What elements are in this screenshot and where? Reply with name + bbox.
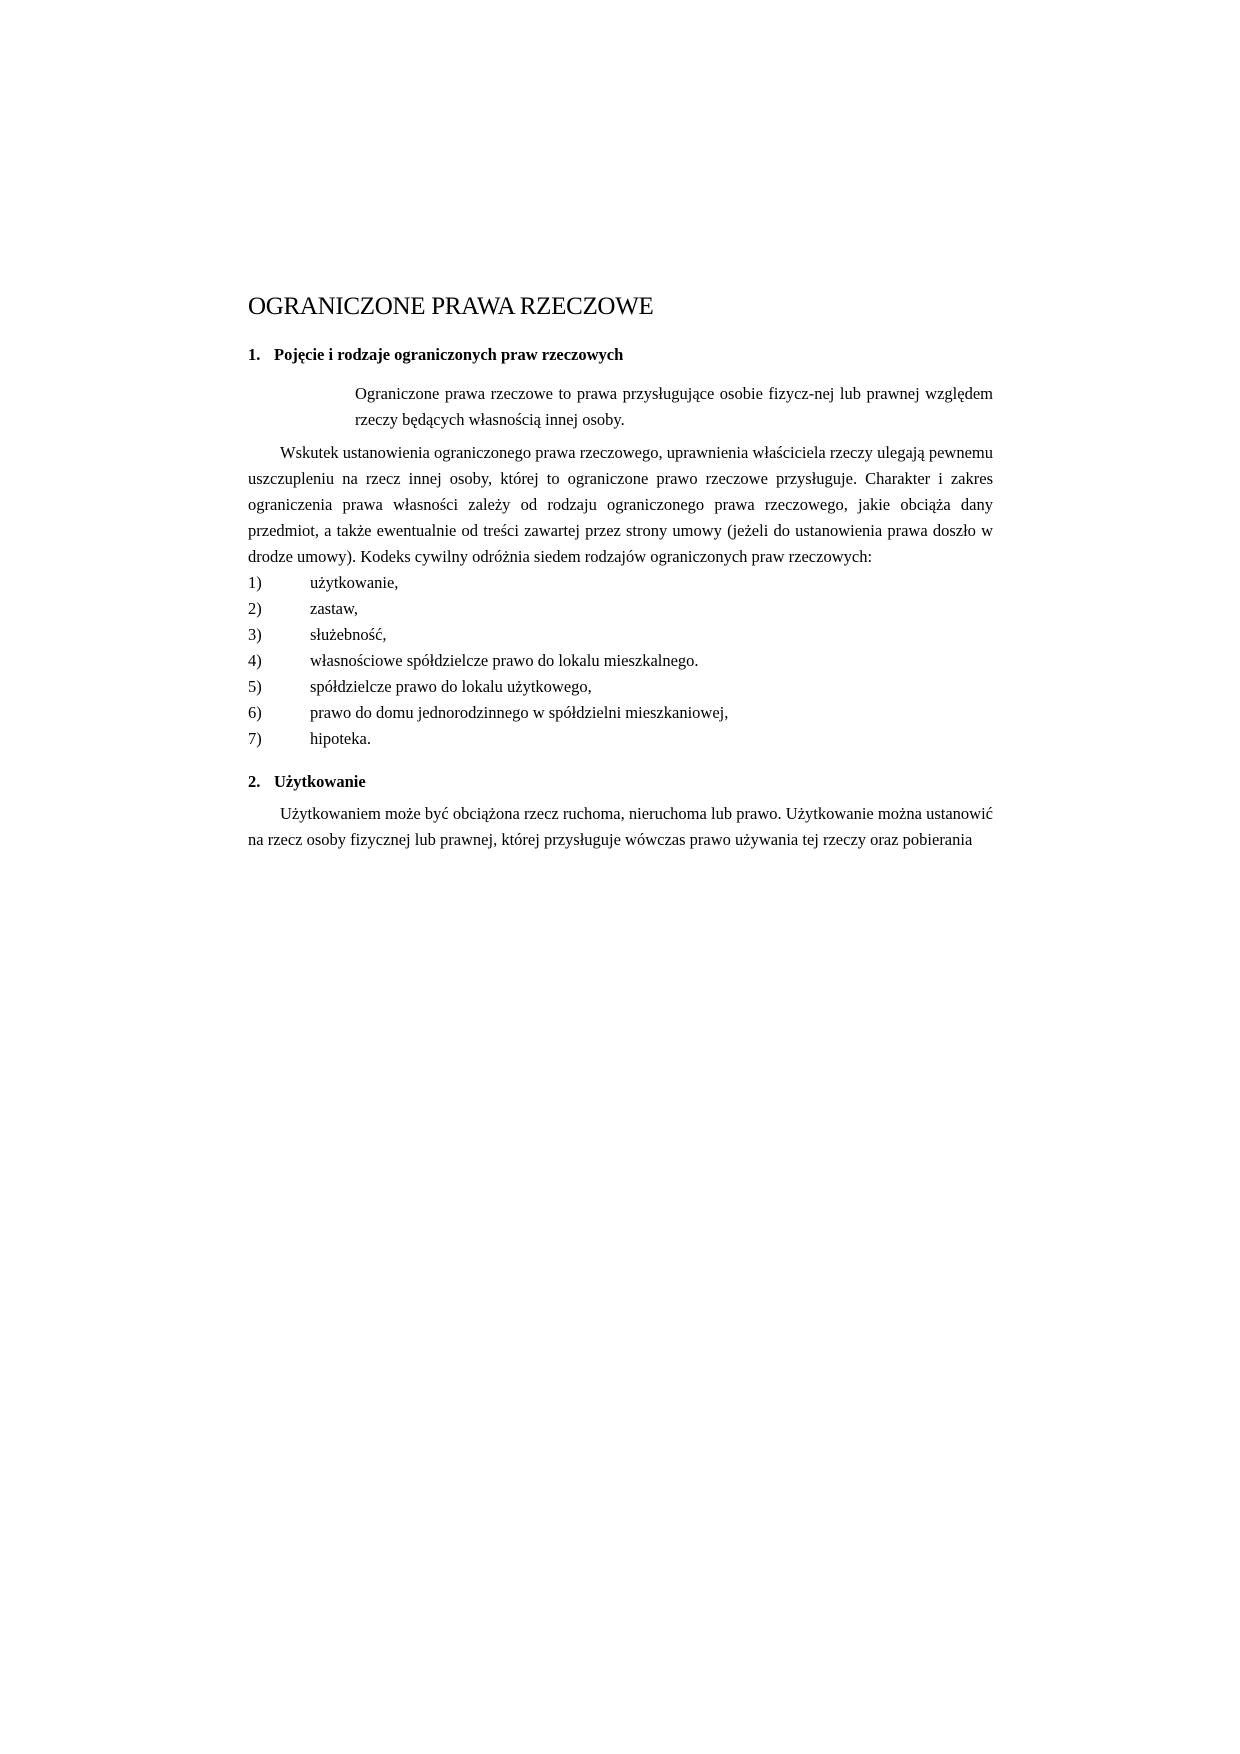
list-item (248, 674, 993, 700)
section-1-title: Pojęcie i rodzaje ograniczonych praw rzeczowych (274, 345, 624, 364)
section-2-number: 2. (248, 772, 261, 791)
list-item (248, 726, 993, 752)
section-1-number: 1. (248, 345, 261, 364)
rights-list (248, 570, 993, 752)
list-item-number: 5) (248, 677, 262, 696)
list-item (248, 700, 993, 726)
list-item-number: 2) (248, 599, 262, 618)
list-item-text: spółdzielcze prawo do lokalu użytkowego, (310, 677, 592, 696)
list-item-text: hipoteka. (310, 729, 371, 748)
definition-paragraph: Ograniczone prawa rzeczowe to prawa przysługujące osobie fizycz-nej lub prawnej względem rzeczy będących własnością innej osoby. (355, 384, 993, 429)
section-2-title: Użytkowanie (274, 772, 366, 791)
list-item (248, 596, 993, 622)
list-item (248, 570, 993, 596)
body-paragraph: Wskutek ustanowienia ograniczonego prawa rzeczowego, uprawnienia właściciela rzeczy ulegają pewnemu uszczupleniu na rzecz innej osoby, której to ograniczone prawo rzeczowe przysługuje. Charakter i zakres ograniczenia prawa własności zależy od rodzaju ograniczonego prawa rzeczowego, jakie obciąża dany przedmiot, a także ewentualnie od treści zawartej przez strony umowy (jeżeli do ustanowienia prawa doszło w drodze umowy). Kodeks cywilny odróżnia siedem rodzajów ograniczonych praw rzeczowych: (248, 443, 993, 566)
list-item (248, 648, 993, 674)
list-item-text: własnościowe spółdzielcze prawo do lokalu mieszkalnego. (310, 651, 699, 670)
document-title: OGRANICZONE PRAWA RZECZOWE (248, 293, 654, 320)
document-page (248, 288, 993, 853)
list-item-number: 1) (248, 573, 262, 592)
list-item-text: służebność, (310, 625, 387, 644)
body-paragraph: Użytkowaniem może być obciążona rzecz ruchoma, nieruchoma lub prawo. Użytkowanie można ustanowić na rzecz osoby fizycznej lub prawnej, której przysługuje wówczas prawo używania tej rzeczy oraz pobierania (248, 804, 993, 849)
list-item-text: prawo do domu jednorodzinnego w spółdzielni mieszkaniowej, (310, 703, 729, 722)
list-item-number: 6) (248, 703, 262, 722)
list-item-text: zastaw, (310, 599, 358, 618)
list-item-text: użytkowanie, (310, 573, 399, 592)
section-2-heading (248, 769, 993, 795)
list-item-number: 4) (248, 651, 262, 670)
list-item-number: 3) (248, 625, 262, 644)
list-item (248, 622, 993, 648)
section-1-heading (248, 342, 993, 368)
list-item-number: 7) (248, 729, 262, 748)
